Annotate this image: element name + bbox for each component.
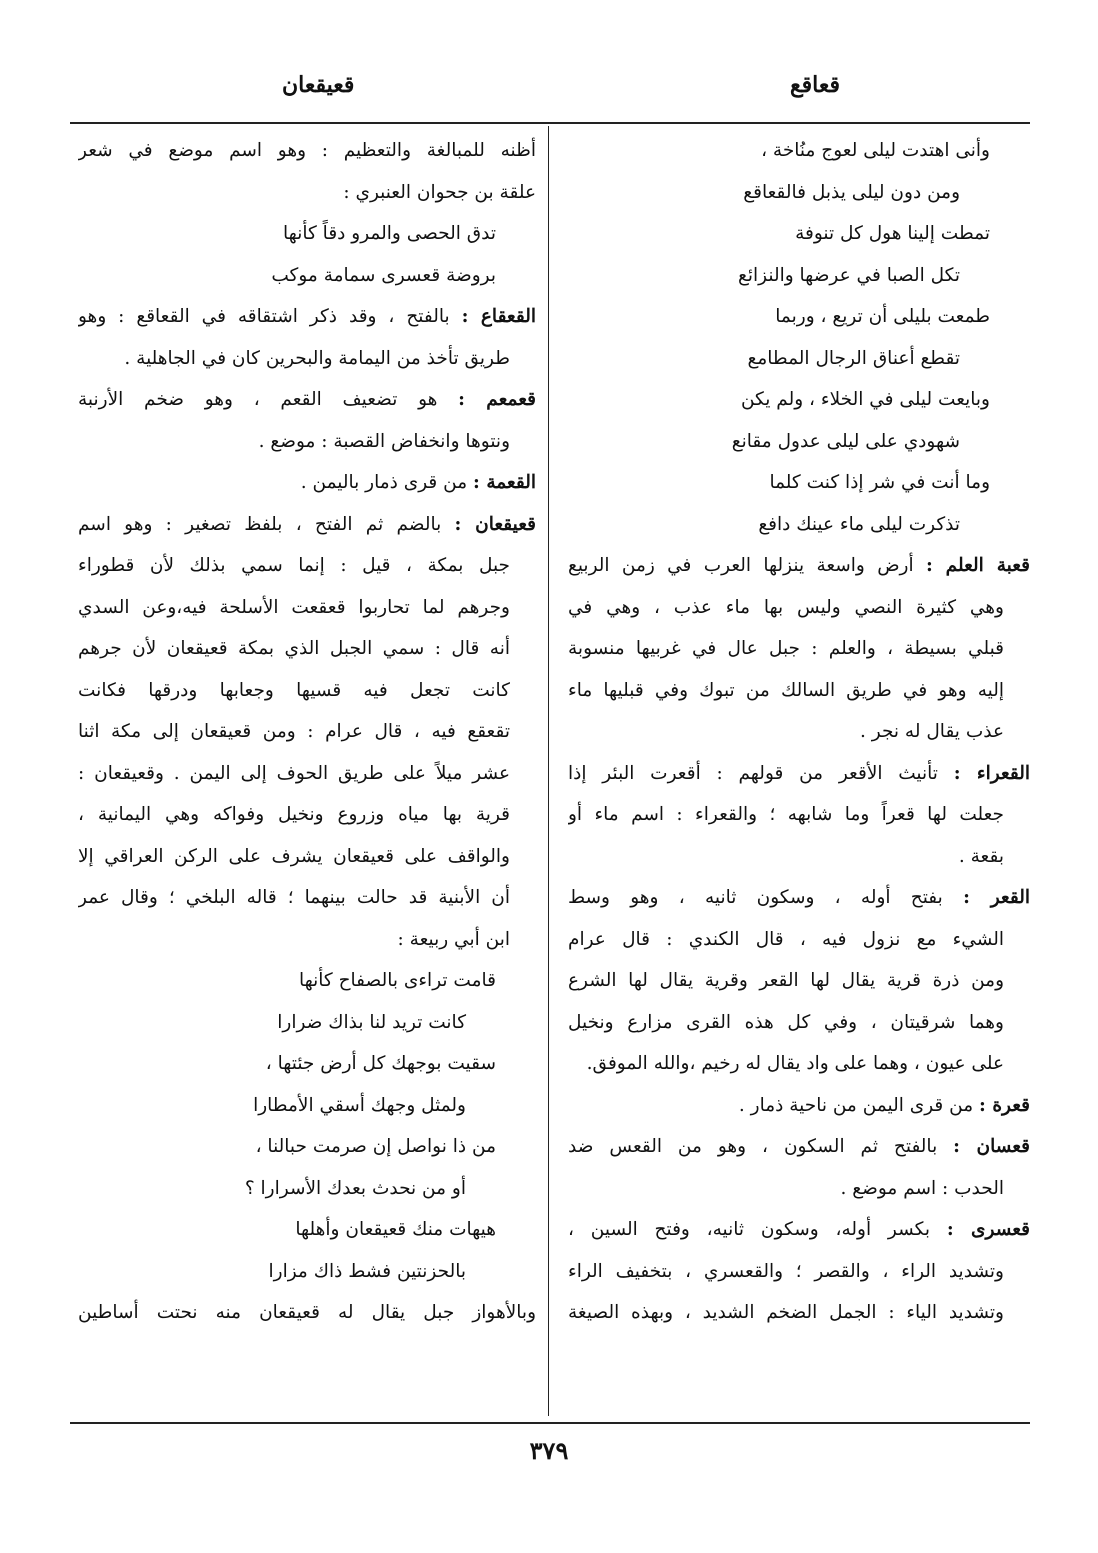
entry-headword: قعمعم : [458, 389, 536, 410]
entry-line: وبالأهواز جبل يقال له قعيقعان منه نحتت أساطين [78, 1302, 536, 1323]
entry-line: وجرهم لما تحاربوا قعقعت الأسلحة فيه،وعن السدي [78, 596, 510, 618]
entry-headword: القعمة : [473, 472, 536, 493]
entry-line: قعسان : بالفتح ثم السكون ، وهو من القعس ضد [568, 1136, 1030, 1157]
verse-line: هيهات منك قعيقعان وأهلها [295, 1219, 496, 1240]
verse-line: قامت تراءى بالصفاح كأنها [298, 970, 496, 991]
entry-line: أن الأبنية قد حالت بينهما ؛ قاله البلخي ؛ وقال عمر [78, 887, 510, 908]
entry-line: ونتوها وانخفاض القصبة : موضع . [258, 430, 510, 452]
entry-line: القعر : بفتح أوله ، وسكون ثانيه ، وهو وسط [568, 887, 1030, 908]
entry-line: وهي كثيرة النصي وليس بها ماء عذب ، وهي في [568, 596, 1004, 618]
entry-headword: قعسان : [953, 1136, 1030, 1157]
verse-line: من ذا نواصل إن صرمت حبالنا ، [255, 1136, 496, 1157]
verse-line: شهودي على ليلى عدول مقانع [731, 430, 960, 452]
entry-headword: قعيقعان : [454, 513, 536, 535]
verse-line: سقيت بوجهك كل أرض جئتها ، [265, 1053, 496, 1074]
verse-line: كانت تريد لنا بذاك ضرارا [277, 1011, 466, 1033]
entry-line: على عيون ، وهما على واد يقال له رخيم ،والله الموفق. [586, 1053, 1004, 1074]
entry-headword: قعبة العلم : [925, 555, 1030, 576]
entry-line: الشيء مع نزول فيه ، قال الكندي : قال عرام [568, 928, 1004, 950]
verse-line: تدق الحصى والمرو دقاً كأنها [283, 223, 496, 244]
right-column [568, 130, 1030, 1415]
entry-line: القعقاع : بالفتح ، وقد ذكر اشتقاقه في القعاقع : وهو [78, 306, 536, 327]
entry-line: الحدب : اسم موضع . [840, 1177, 1004, 1199]
running-head-right: قعاقع [789, 72, 840, 98]
top-rule [70, 122, 1030, 124]
entry-line: كانت تجعل فيه قسيها وجعابها ودرقها فكانت [78, 679, 510, 701]
verse-line: ومن دون ليلى يذبل فالقعاقع [743, 181, 960, 203]
verse-line: تمطت إلينا هول كل تنوفة [795, 223, 990, 244]
entry-line: جعلت لها قعراً وما شابهه ؛ والقعراء : اسم ماء أو [568, 804, 1004, 825]
entry-headword: قعسرى : [946, 1219, 1030, 1240]
entry-line: جبل بمكة ، قيل : إنما سمي بذلك لأن قطوراء [78, 555, 510, 576]
verse-line: تكل الصبا في عرضها والنزائع [738, 264, 960, 286]
entry-line: والواقف على قعيقعان يشرف على الركن العراقي إلا [78, 845, 510, 867]
entry-headword: قعرة : [979, 1094, 1030, 1116]
entry-line: قعبة العلم : أرض واسعة ينزلها العرب في زمن الربيع [568, 555, 1030, 576]
entry-line: وهما شرقيتان ، وفي كل هذه القرى مزارع ونخيل [568, 1011, 1004, 1033]
verse-line: تذكرت ليلى ماء عينك دافع [758, 513, 960, 535]
running-head-left: قعيقعان [282, 72, 355, 98]
verse-line: تقطع أعناق الرجال المطامع [747, 347, 960, 369]
page-number: ٣٧٩ [529, 1436, 569, 1465]
verse-line: بالحزنتين فشط ذاك مزارا [268, 1260, 466, 1282]
entry-line: بقعة . [958, 845, 1004, 867]
entry-headword: القعر : [963, 887, 1030, 908]
verse-line: أو من نحدث بعدك الأسرارا ؟ [244, 1177, 466, 1199]
entry-line: قعمعم : هو تضعيف القعم ، وهو ضخم الأرنبة [78, 389, 536, 410]
entry-line: عذب يقال له نجر . [859, 721, 1004, 742]
verse-line: ولمثل وجهك أسقي الأمطارا [253, 1094, 466, 1116]
column-divider [548, 126, 549, 1416]
entry-headword: القعراء : [953, 762, 1030, 784]
entry-line: قعرة : من قرى اليمن من ناحية ذمار . [738, 1094, 1030, 1116]
entry-line: القعراء : تأنيث الأقعر من قولهم : أقعرت البئر إذا [568, 762, 1030, 784]
entry-line: أظنه للمبالغة والتعظيم : وهو اسم موضع في شعر [78, 140, 536, 161]
entry-line: قعسرى : بكسر أوله، وسكون ثانيه، وفتح السين ، [568, 1219, 1030, 1240]
entry-line: إليه وهو في طريق السالك من تبوك وفي قبليها ماء [568, 679, 1004, 701]
entry-line: القعمة : من قرى ذمار باليمن . [300, 472, 536, 493]
verse-line: بروضة قعسرى سمامة موكب [271, 264, 496, 286]
entry-line: ومن ذرة قرية يقال لها القعر وقرية يقال لها الشرع [568, 970, 1004, 991]
verse-line: وأنى اهتدت ليلى لعوج منُاخة ، [761, 140, 990, 161]
entry-line: تقعقع فيه ، قال عرام : ومن قعيقعان إلى مكة اثنا [78, 721, 510, 742]
entry-line: علقة بن جحوان العنبري : [343, 181, 536, 203]
entry-line: طريق تأخذ من اليمامة والبحرين كان في الجاهلية . [124, 347, 510, 369]
entry-line: وتشديد الياء : الجمل الضخم الشديد ، وبهذه الصيغة [568, 1302, 1004, 1323]
bottom-rule [70, 1422, 1030, 1424]
verse-line: وما أنت في شر إذا كنت كلما [769, 472, 990, 493]
entry-line: قرية بها مياه وزروع ونخيل وفواكه وهي اليمانية ، [78, 804, 510, 825]
entry-line: أنه قال : سمي الجبل الذي بمكة قعيقعان لأن جرهم [78, 638, 510, 659]
left-column [78, 130, 536, 1415]
entry-line: قعيقعان : بالضم ثم الفتح ، بلفظ تصغير : وهو اسم [78, 513, 536, 535]
entry-line: ابن أبي ربيعة : [397, 928, 510, 950]
entry-line: عشر ميلاً على طريق الحوف إلى اليمن . وقعيقعان : [78, 762, 510, 784]
verse-line: وبايعت ليلى في الخلاء ، ولم يكن [740, 389, 990, 410]
entry-line: قبلي بسيطة ، والعلم : جبل عال في غربيها منسوبة [568, 638, 1004, 659]
verse-line: طمعت بليلى أن تريع ، وربما [775, 306, 990, 327]
entry-headword: القعقاع : [461, 306, 536, 327]
entry-line: وتشديد الراء ، والقصر ؛ والقعسري ، بتخفيف الراء [568, 1260, 1004, 1282]
